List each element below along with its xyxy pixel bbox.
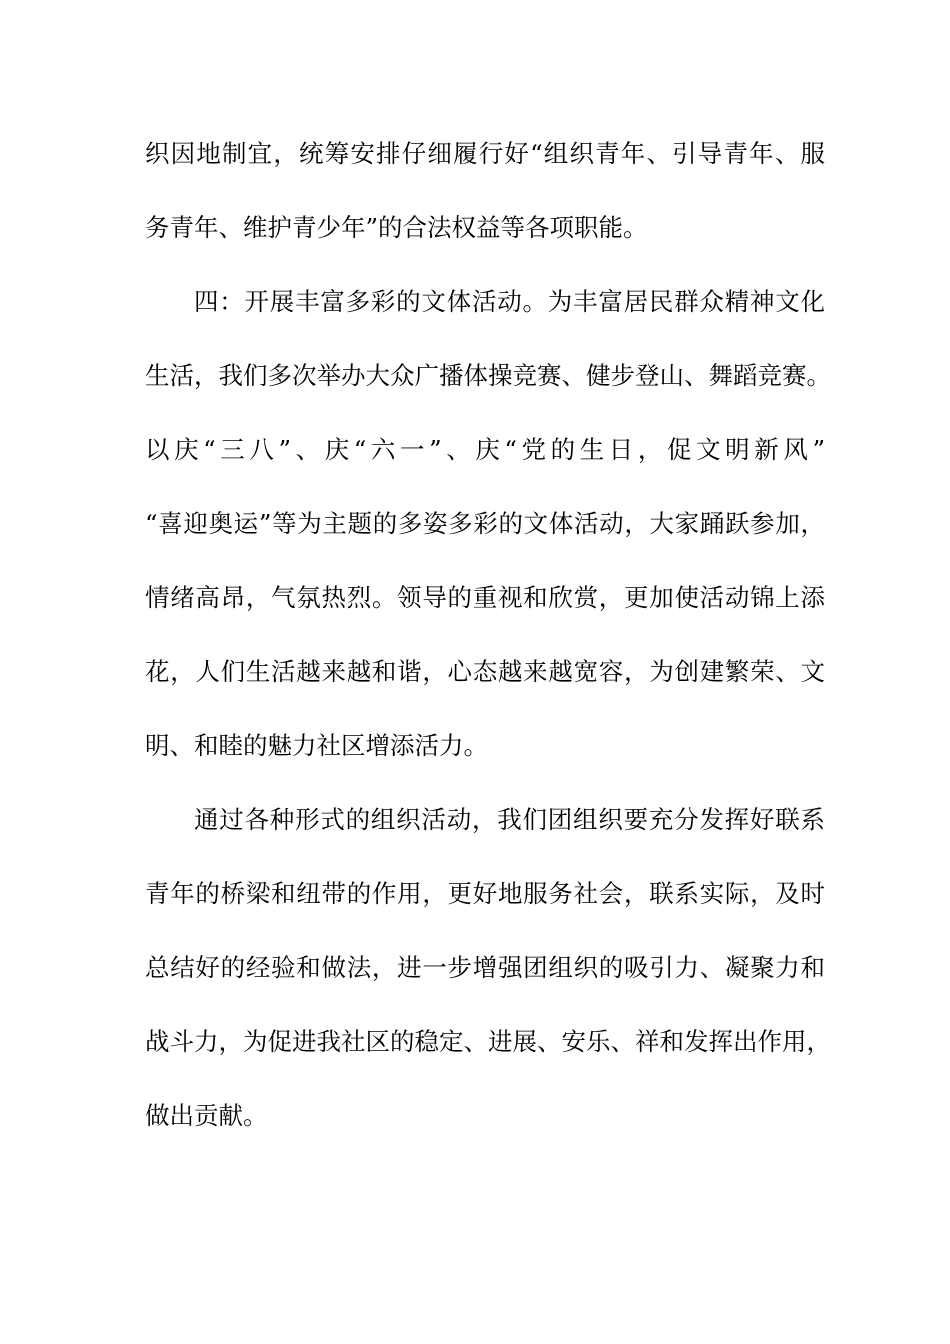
text-line: 生活，我们多次举办大众广播体操竞赛、健步登山、舞蹈竞赛。	[145, 361, 831, 390]
text-line: 战斗力，为促进我社区的稳定、进展、安乐、祥和发挥出作用，	[145, 1027, 831, 1056]
text-line: “喜迎奥运”等为主题的多姿多彩的文体活动，大家踊跃参加，	[145, 509, 825, 538]
body-text	[145, 127, 831, 1163]
text-line: 总结好的经验和做法，进一步增强团组织的吸引力、凝聚力和	[145, 953, 825, 982]
text-line: 织因地制宜，统筹安排仔细履行好“组织青年、引导青年、服	[145, 139, 825, 168]
paragraph-start-line: 通过各种形式的组织活动，我们团组织要充分发挥好联系	[194, 805, 825, 834]
text-line: 务青年、维护青少年”的合法权益等各项职能。	[145, 213, 648, 242]
text-line: 以庆“三八”、庆“六一”、庆“党的生日，促文明新风”	[145, 435, 825, 464]
section-four-heading-line: 四：开展丰富多彩的文体活动。为丰富居民群众精神文化	[194, 287, 825, 316]
text-line: 明、和睦的魅力社区增添活力。	[145, 731, 488, 760]
text-line: 做出贡献。	[145, 1101, 268, 1130]
text-line: 花，人们生活越来越和谐，心态越来越宽容，为创建繁荣、文	[145, 657, 825, 686]
text-line: 青年的桥梁和纽带的作用，更好地服务社会，联系实际，及时	[145, 879, 825, 908]
text-line: 情绪高昂，气氛热烈。领导的重视和欣赏，更加使活动锦上添	[145, 583, 825, 612]
